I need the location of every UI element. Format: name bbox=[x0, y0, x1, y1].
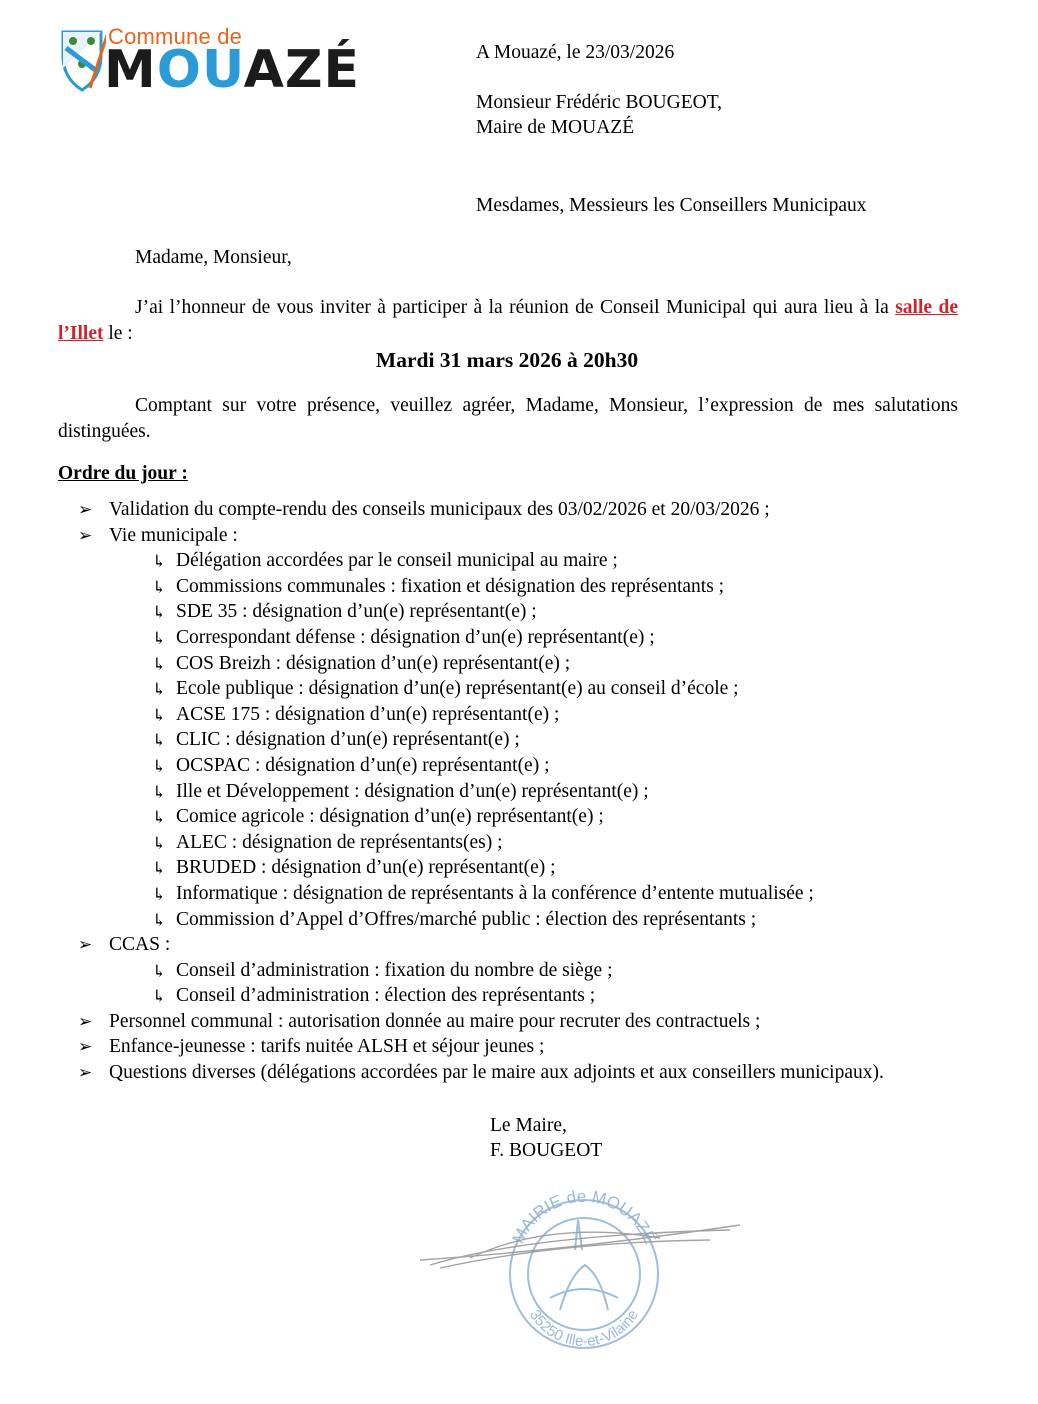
official-stamp-icon bbox=[410, 1180, 750, 1350]
hook-arrow-icon: ↳ bbox=[152, 961, 167, 981]
closing-paragraph: Comptant sur votre présence, veuillez agréer, Madame, Monsieur, l’expression de mes salutations distinguées. bbox=[58, 395, 958, 442]
meeting-date: Mardi 31 mars 2026 à 20h30 bbox=[375, 348, 639, 372]
list-item: ↳ Informatique : désignation de représentants à la conférence d’entente mutualisée ; bbox=[109, 881, 958, 907]
list-item: ↳ Comice agricole : désignation d’un(e) représentant(e) ; bbox=[109, 804, 958, 830]
arrow-bullet-icon: ➢ bbox=[78, 935, 93, 955]
list-item: ↳ SDE 35 : désignation d’un(e) représentant(e) ; bbox=[109, 599, 958, 625]
list-item: ↳ Conseil d’administration : fixation du nombre de siège ; bbox=[109, 958, 958, 984]
list-item: ↳ ACSE 175 : désignation d’un(e) représentant(e) ; bbox=[109, 702, 958, 728]
hook-arrow-icon: ↳ bbox=[152, 782, 167, 802]
list-item: ↳ COS Breizh : désignation d’un(e) représentant(e) ; bbox=[109, 651, 958, 677]
salutation: Madame, Monsieur, bbox=[135, 247, 292, 268]
logo-name: MOUAZÉ bbox=[104, 40, 361, 100]
svg-text:35250 Ille-et-Vilaine bbox=[526, 1307, 642, 1350]
list-item: ↳ Ecole publique : désignation d’un(e) représentant(e) au conseil d’école ; bbox=[109, 676, 958, 702]
hook-arrow-icon: ↳ bbox=[152, 628, 167, 648]
list-item: ↳ Délégation accordées par le conseil municipal au maire ; bbox=[109, 548, 958, 574]
list-item: ➢ Vie municipale : ↳ Délégation accordées par le conseil municipal au maire ; ↳ Commissions communales : fixation et désignation des représentants ; ↳ SDE 35 : désignation d’un(e) représentant(e) ; ↳ Correspondant défense : désignation d’un(e) représentant(e) ; ↳ COS Breizh : désignation d’un(e) représentant(e) ; ↳ Ecole publique : désignation d’un(e) représentant(e) au conseil d’école ; ↳ ACSE 175 : désignation d’un(e) représentant(e) ; ↳ CLIC : désignation d’un(e) représentant(e) ; ↳ OCSPAC : désignation d’un(e) représentant(e) ; ↳ Ille et Développement : désignation d’un(e) représentant(e) ; ↳ Comice agricole : désignation d’un(e) représentant(e) ; ↳ ALEC : désignation de représentants(es) ; ↳ BRUDED : désignation d’un(e) représentant(e) ; ↳ Informatique : désignation de représentants à la conférence d’entente mutualisée ; ↳ Commission d’Appel d’Offres/marché public : élection des représentants ; bbox=[58, 523, 958, 933]
list-item: ↳ Commission d’Appel d’Offres/marché public : élection des représentants ; bbox=[109, 907, 958, 933]
arrow-bullet-icon: ➢ bbox=[78, 1037, 93, 1057]
list-item: ➢ CCAS : ↳ Conseil d’administration : fixation du nombre de siège ; ↳ Conseil d’administration : élection des représentants ; bbox=[58, 932, 958, 1009]
arrow-bullet-icon: ➢ bbox=[78, 1011, 93, 1031]
arrow-bullet-icon: ➢ bbox=[78, 1063, 93, 1083]
signature-name: F. BOUGEOT bbox=[490, 1140, 603, 1161]
commune-logo bbox=[60, 24, 380, 104]
hook-arrow-icon: ↳ bbox=[152, 910, 167, 930]
agenda-list bbox=[58, 497, 958, 1086]
list-item: ➢ Personnel communal : autorisation donnée au maire pour recruter des contractuels ; bbox=[58, 1009, 958, 1035]
vie-municipale-sublist bbox=[109, 548, 958, 932]
hook-arrow-icon: ↳ bbox=[152, 552, 167, 572]
agenda-title: Ordre du jour : bbox=[58, 463, 188, 484]
list-item: ➢ Validation du compte-rendu des conseils municipaux des 03/02/2026 et 20/03/2026 ; bbox=[58, 497, 958, 523]
hook-arrow-icon: ↳ bbox=[152, 859, 167, 879]
hook-arrow-icon: ↳ bbox=[152, 705, 167, 725]
hook-arrow-icon: ↳ bbox=[152, 680, 167, 700]
sender-name: Monsieur Frédéric BOUGEOT, bbox=[476, 92, 723, 113]
recipients: Mesdames, Messieurs les Conseillers Municipaux bbox=[476, 195, 867, 216]
list-item: ↳ Ille et Développement : désignation d’un(e) représentant(e) ; bbox=[109, 779, 958, 805]
hook-arrow-icon: ↳ bbox=[152, 654, 167, 674]
arrow-bullet-icon: ➢ bbox=[78, 500, 93, 519]
invitation-paragraph: J’ai l’honneur de vous inviter à participer à la réunion de Conseil Municipal qui aura lieu à la salle de l’Illet le : bbox=[58, 297, 958, 344]
signature-title: Le Maire, bbox=[490, 1115, 567, 1136]
stamp-bottom-text: 35250 Ille-et-Vilaine bbox=[526, 1306, 642, 1350]
list-item: ↳ Commissions communales : fixation et désignation des représentants ; bbox=[109, 574, 958, 600]
hook-arrow-icon: ↳ bbox=[152, 603, 167, 623]
ccas-sublist bbox=[109, 958, 958, 1009]
place-date: A Mouazé, le 23/03/2026 bbox=[476, 42, 675, 63]
stamp-top-text: MAIRIE de MOUAZÉ bbox=[508, 1186, 660, 1247]
hook-arrow-icon: ↳ bbox=[152, 987, 167, 1007]
list-item: ↳ OCSPAC : désignation d’un(e) représentant(e) ; bbox=[109, 753, 958, 779]
list-item: ➢ Questions diverses (délégations accordées par le maire aux adjoints et aux conseillers municipaux). bbox=[58, 1060, 958, 1086]
list-item: ↳ Conseil d’administration : élection des représentants ; bbox=[109, 983, 958, 1009]
list-item: ↳ Correspondant défense : désignation d’un(e) représentant(e) ; bbox=[109, 625, 958, 651]
venue-link[interactable]: salle de l’Illet bbox=[58, 297, 958, 344]
list-item: ↳ BRUDED : désignation d’un(e) représentant(e) ; bbox=[109, 855, 958, 881]
sender-title: Maire de MOUAZÉ bbox=[476, 117, 635, 138]
hook-arrow-icon: ↳ bbox=[152, 756, 167, 776]
logo-commune-text: Commune de bbox=[108, 24, 243, 49]
hook-arrow-icon: ↳ bbox=[152, 577, 167, 597]
list-item: ↳ ALEC : désignation de représentants(es) ; bbox=[109, 830, 958, 856]
hook-arrow-icon: ↳ bbox=[152, 731, 167, 751]
hook-arrow-icon: ↳ bbox=[152, 884, 167, 904]
hook-arrow-icon: ↳ bbox=[152, 808, 167, 828]
list-item: ↳ CLIC : désignation d’un(e) représentant(e) ; bbox=[109, 727, 958, 753]
coat-of-arms-icon bbox=[60, 28, 106, 94]
hook-arrow-icon: ↳ bbox=[152, 833, 167, 853]
arrow-bullet-icon: ➢ bbox=[78, 525, 93, 545]
list-item: ➢ Enfance-jeunesse : tarifs nuitée ALSH et séjour jeunes ; bbox=[58, 1034, 958, 1060]
